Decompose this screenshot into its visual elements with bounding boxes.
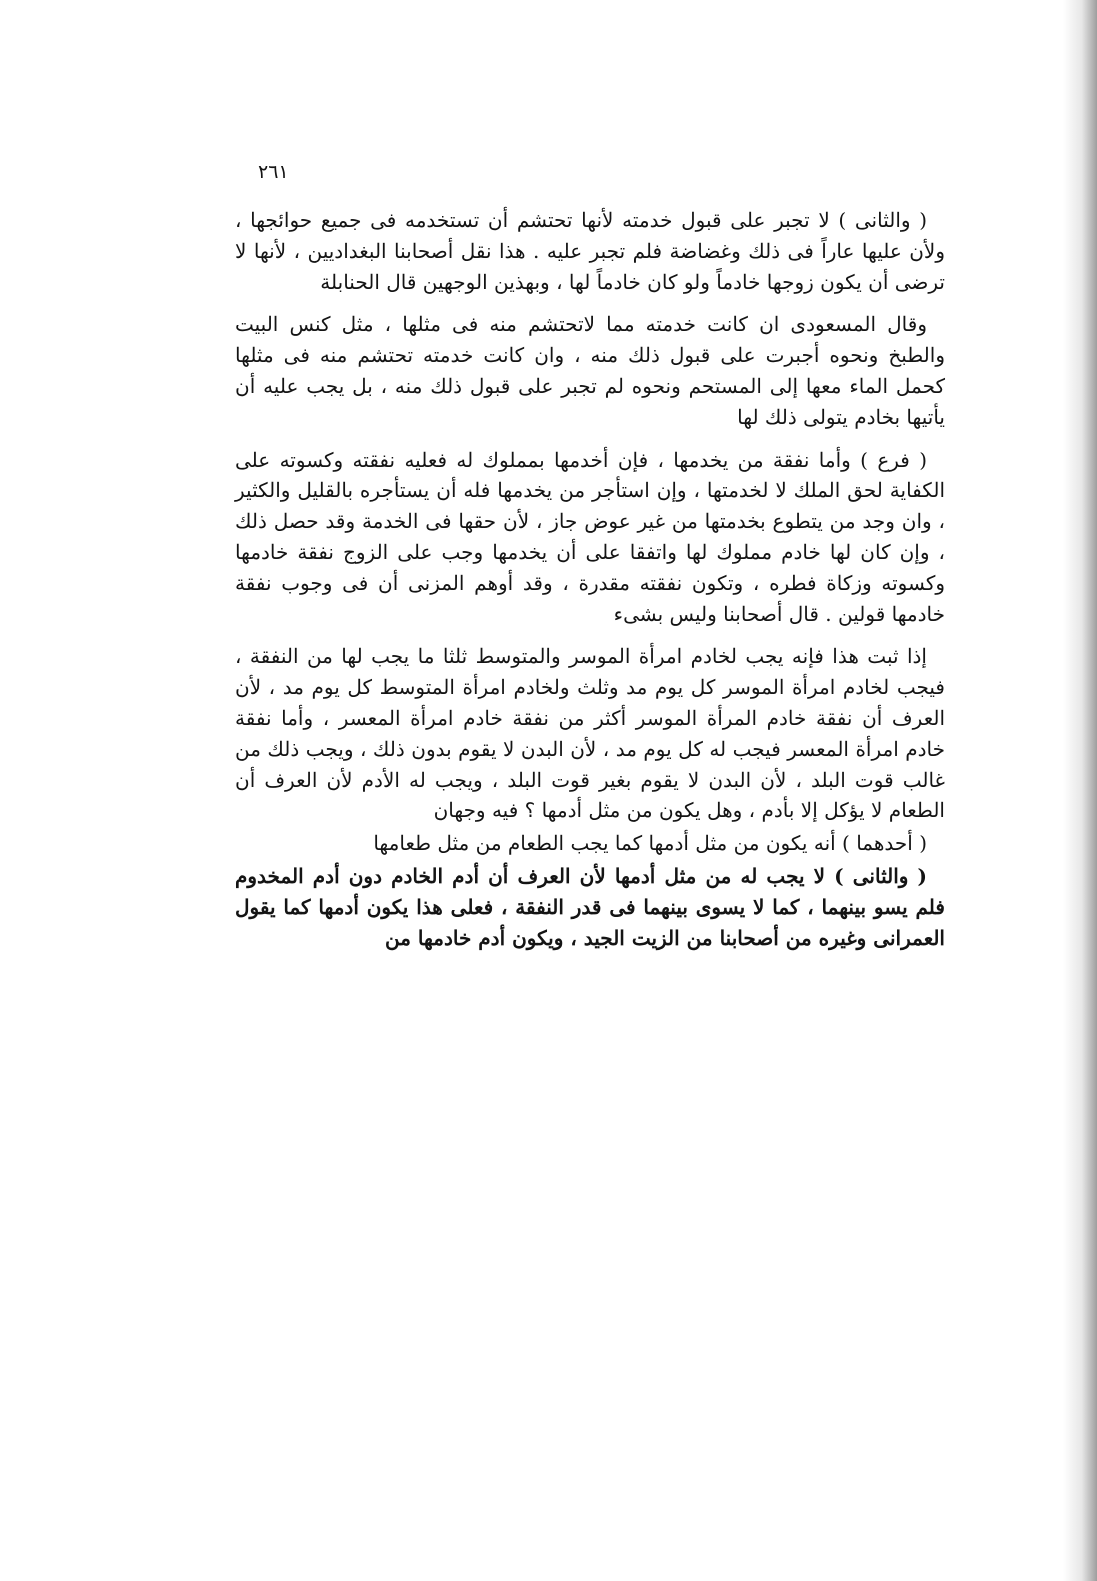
page-edge-shadow [1063,0,1097,1581]
paragraph-first-view: ( أحدهما ) أنه يكون من مثل أدمها كما يجب الطعام من مثل طعامها [373,831,927,856]
paragraph-servant-maintenance: ( فرع ) وأما نفقة من يخدمها ، فإن أخدمها بمملوك له فعليه نفقته وكسوته على الكفاية لحق الملك لا لخدمتها ، وإن استأجر من يخدمها فله أن يستأجره بالقليل والكثير ، وان وجد من يتطوع بخدمتها من غير عوض جاز ، لأن حقها فى الخدمة وقد حصل ذلك ، وإن كان لها خادم مملوك لها واتفقا على أن يخدمها وجب على الزوج نفقة خادمها وكسوته وزكاة فطره ، وتكون نفقته مقدرة ، وقد أوهم المزنى أن فى وجوب نفقة خادمها قولين . قال أصحابنا وليس بشىء [235,447,945,626]
paragraph-second-view-condiment: ( والثانى ) لا يجب له من مثل أدمها لأن العرف أن أدم الخادم دون أدم المخدوم فلم يسو بينهما ، كما لا يسوى بينهما فى قدر النفقة ، فعلى هذا يكون أدمها كما يقول العمرانى وغيره من أصحابنا من الزيت الجيد ، ويكون أدم خادمها من [235,863,945,950]
body-text [235,205,945,965]
paragraph-second-view: ( والثانى ) لا تجبر على قبول خدمته لأنها تحتشم أن تستخدمه فى جميع حوائجها ، ولأن عليها عاراً فى ذلك وغضاضة فلم تجبر عليه . هذا نقل أصحابنا البغداديين ، لأنها لا ترضى أن يكون زوجها خادماً ولو كان خادماً لها ، وبهذين الوجهين قال الحنابلة [235,208,945,294]
paragraph-masudi-opinion: وقال المسعودى ان كانت خدمته مما لاتحتشم منه فى مثلها ، مثل كنس البيت والطبخ ونحوه أجبرت على قبول ذلك منه ، وان كانت خدمته تحتشم منه فى مثلها كحمل الماء معها إلى المستحم ونحوه لم تجبر على قبول ذلك منه ، بل يجب عليه أن يأتيها بخادم يتولى ذلك لها [235,312,945,429]
page-number: ٢٦١ [258,161,289,183]
paragraph-servant-ration: إذا ثبت هذا فإنه يجب لخادم امرأة الموسر والمتوسط ثلثا ما يجب لها من النفقة ، فيجب لخادم امرأة الموسر كل يوم مد وثلث ولخادم امرأة المتوسط كل يوم مد ، لأن العرف أن نفقة خادم المرأة الموسر أكثر من نفقة خادم امرأة المعسر ، وأما نفقة خادم امرأة المعسر فيجب له كل يوم مد ، لأن البدن لا يقوم بدون ذلك ، ويجب ذلك من غالب قوت البلد ، لأن البدن لا يقوم بغير قوت البلد ، ويجب له الأدم لأن العرف أن الطعام لا يؤكل إلا بأدم ، وهل يكون من مثل أدمها ؟ فيه وجهان [235,644,945,823]
